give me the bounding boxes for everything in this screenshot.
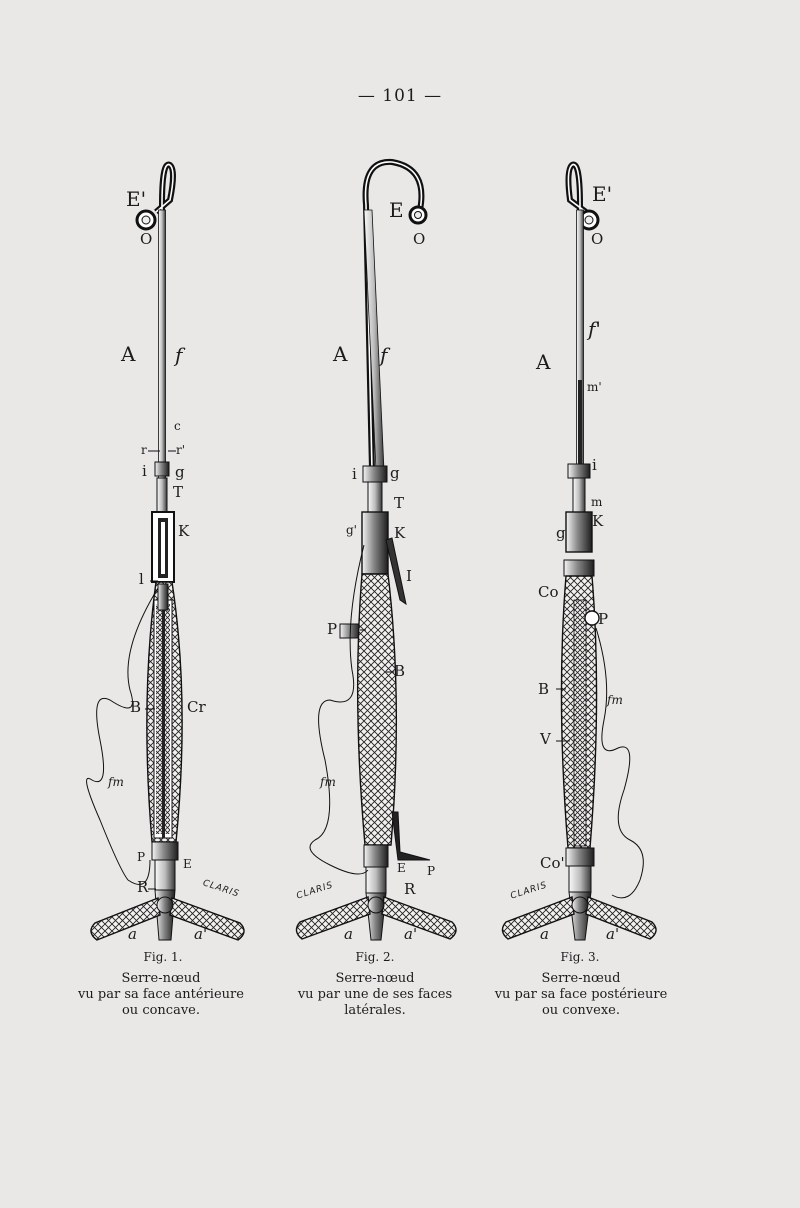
label-g: g xyxy=(556,524,566,542)
label-E-prime: E' xyxy=(126,187,147,211)
engraver-signature: CLARIS xyxy=(295,880,335,902)
label-i: i xyxy=(352,465,357,483)
label-fm: fm xyxy=(320,775,336,789)
label-g: g xyxy=(390,464,400,482)
label-K: K xyxy=(394,524,406,542)
label-g-prime: g' xyxy=(346,523,357,537)
caption-line: Serre-nœud xyxy=(121,971,201,986)
fig1-caption xyxy=(46,971,276,1019)
label-fm: fm xyxy=(108,775,124,789)
caption-line: ou concave. xyxy=(121,1003,200,1018)
instrument-fig3 xyxy=(502,165,656,941)
label-m: m xyxy=(591,495,603,509)
label-i: i xyxy=(592,456,597,474)
label-R: R xyxy=(404,880,416,898)
engraver-signature: CLARIS xyxy=(201,878,241,900)
label-B: B xyxy=(130,698,142,716)
fig1-number: Fig. 1. xyxy=(143,950,183,964)
label-T: T xyxy=(394,494,405,512)
fig2-caption xyxy=(260,971,490,1019)
label-R: R xyxy=(137,878,149,896)
label-a: a xyxy=(128,925,137,943)
caption-line: latérales. xyxy=(344,1003,406,1018)
caption-line: Serre-nœud xyxy=(541,971,621,986)
label-B: B xyxy=(538,680,550,698)
label-fm: fm xyxy=(607,693,623,707)
caption-line: vu par une de ses faces xyxy=(297,987,453,1002)
caption-line: vu par sa face postérieure xyxy=(494,987,668,1002)
label-T: T xyxy=(173,483,184,501)
fig3-number: Fig. 3. xyxy=(560,950,600,964)
label-r-prime: r' xyxy=(176,443,186,457)
label-P: P xyxy=(598,610,609,628)
fig3-caption xyxy=(466,971,696,1019)
label-V: V xyxy=(540,730,551,748)
label-P: P xyxy=(137,850,146,864)
label-r: r xyxy=(141,443,147,457)
label-K: K xyxy=(592,512,604,530)
label-E-lower: E xyxy=(397,861,406,875)
engraver-signature: CLARIS xyxy=(509,880,549,902)
label-c: c xyxy=(174,419,181,433)
label-f-prime: f' xyxy=(588,317,601,341)
label-K: K xyxy=(178,522,190,540)
label-a-prime: a' xyxy=(404,925,418,943)
page-number: — 101 — xyxy=(357,86,443,106)
caption-line: Serre-nœud xyxy=(335,971,415,986)
label-a: a xyxy=(344,925,353,943)
label-A: A xyxy=(121,342,136,366)
label-l: l xyxy=(139,570,144,588)
caption-line: vu par sa face antérieure xyxy=(78,987,244,1002)
label-B: B xyxy=(394,662,406,680)
label-P-lower: P xyxy=(427,864,436,878)
fig2-number: Fig. 2. xyxy=(355,950,395,964)
instrument-fig1 xyxy=(87,165,244,941)
label-a-prime: a' xyxy=(606,925,620,943)
label-i: i xyxy=(142,462,147,480)
label-E: E xyxy=(183,857,192,871)
label-E: E xyxy=(389,198,404,222)
instrument-fig2 xyxy=(296,162,456,943)
label-g: g xyxy=(175,463,185,481)
label-O: O xyxy=(140,230,153,248)
label-O: O xyxy=(591,230,604,248)
label-Co-prime: Co' xyxy=(540,854,565,872)
label-m-prime: m' xyxy=(587,380,602,394)
label-Cr: Cr xyxy=(187,698,206,716)
label-A: A xyxy=(333,342,348,366)
caption-line: ou convexe. xyxy=(541,1003,620,1018)
label-a-prime: a' xyxy=(194,925,208,943)
label-I: I xyxy=(406,567,412,585)
label-A: A xyxy=(536,350,551,374)
label-E-prime: E' xyxy=(592,182,613,206)
label-f: f xyxy=(380,343,388,367)
label-P-side: P xyxy=(327,620,338,638)
label-f: f xyxy=(175,343,183,367)
label-Co: Co xyxy=(538,583,559,601)
label-O: O xyxy=(413,230,426,248)
label-a: a xyxy=(540,925,549,943)
